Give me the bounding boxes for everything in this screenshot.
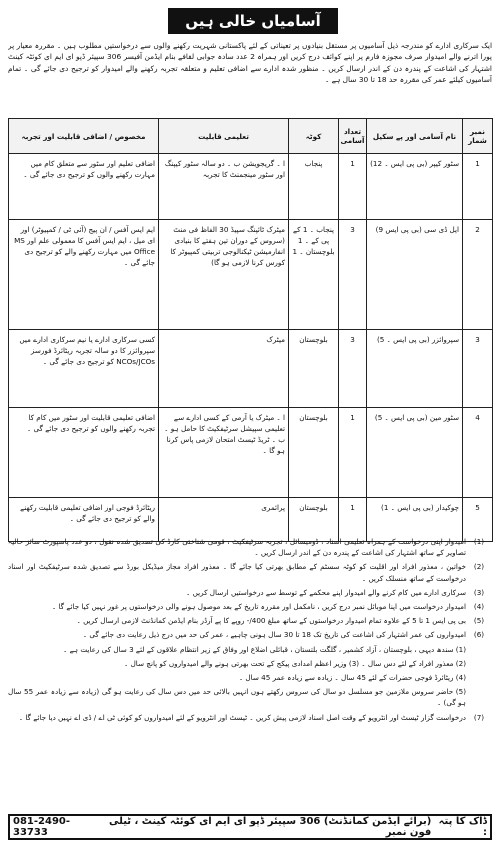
note-number: (3) — [473, 587, 485, 597]
experience-cell: اضافی تعلیم اور سٹور سے متعلق کام میں مہارت رکھنے والوں کو ترجیح دی جائے گی ۔ — [9, 154, 159, 220]
education-cell: ا ۔ میٹرک یا آرمی کے کسی ادارے سے تعلیمی سپیشل سرٹیفکیٹ کا حامل ہو ۔ ب ۔ ٹریڈ ٹیسٹ امتحان لازمی پاس کرنا ہو گا ۔ — [159, 408, 289, 498]
list-item — [8, 561, 492, 583]
address-label: ڈاک کا پتہ : — [438, 816, 487, 838]
list-item — [8, 686, 466, 708]
table-header-row — [9, 119, 493, 154]
list-item — [8, 536, 492, 558]
education-cell: میٹرک — [159, 330, 289, 408]
phone-number: 081-2490-33733 — [13, 816, 71, 838]
note-text: امیدوار درخواست میں اپنا موبائل نمبر درج کریں ، نامکمل اور مقررہ تاریخ کے بعد موصول ہونے والی درخواستوں پر غور نہیں کیا جائے گا ۔ — [51, 602, 466, 612]
quantity-cell: 1 — [339, 498, 367, 542]
quantity-cell: 1 — [339, 408, 367, 498]
postal-address-box — [8, 814, 492, 840]
list-item — [8, 615, 492, 626]
note-number: (6) — [473, 630, 485, 640]
table-row — [9, 330, 493, 408]
note-text: خواتین ، معذور افراد اور اقلیت کو کوٹہ سسٹم کے مطابق بھرتی کیا جائے گا ۔ معذور افراد مجاز میڈیکل بورڈ سے تصدیق شدہ سرٹیفکیٹ اور اسناد درخواست کے ساتھ منسلک کریں ۔ — [8, 562, 466, 583]
quota-cell: پنجاب — [289, 154, 339, 220]
intro-paragraph: ایک سرکاری ادارے کو مندرجہ ذیل آسامیوں پر مستقل بنیادوں پر تعیناتی کے لئے پاکستانی شہریت رکھنے والوں سے درخواستیں مطلوب ہیں ۔ مقررہ معیار پر پورا اترنے والے امیدوار صرف مجوزہ فارم پر اپنے کوائف درج کریں اور ہمراہ 2 عدد سادہ جوابی لفافے بنام ایڈمن آفیسر 306 سپیئر ڈپو ای ایم ای کوئٹہ کینٹ اشتہار کی اشاعت کے پندرہ دن کے اندر ارسال کریں ۔ منظور شدہ ادارے سے اضافی تعلیم و متعلقہ تجربہ رکھنے والے امیدوار کو ترجیح دی جائے گی ۔ تمام آسامیوں کیلئے عمر کی مقررہ حد 18 تا 30 سال ہے ۔ — [8, 41, 492, 85]
quota-cell: بلوچستان — [289, 408, 339, 498]
note-number: (4) — [473, 602, 485, 612]
list-item — [8, 672, 466, 683]
quantity-cell: 1 — [339, 154, 367, 220]
education-cell: ا ۔ گریجویشن ب ۔ دو سالہ سٹور کیپنگ اور سٹور مینجمنٹ کا تجربہ — [159, 154, 289, 220]
header-education: تعلیمی قابلیت — [159, 119, 289, 154]
header-post: نام آسامی اور پے سکیل — [367, 119, 463, 154]
subnote-text: (4) ریٹائرڈ فوجی حضرات کے لئے 45 سال ۔ زیادہ سے زیادہ عمر 45 سال ۔ — [238, 673, 466, 683]
subnote-text: (1) سندھ دیہی ، بلوچستان ، آزاد کشمیر ، گلگت بلتستان ، قبائلی اضلاع اور وفاق کے زیر انتظام علاقوں کے لئے 3 سال کی رعایت ہے ۔ — [63, 644, 466, 654]
list-item — [8, 644, 466, 655]
header-experience: مخصوص / اضافی قابلیت اور تجربہ — [9, 119, 159, 154]
serial-cell: 3 — [463, 330, 493, 408]
education-cell: پرائمری — [159, 498, 289, 542]
experience-cell: اضافی تعلیمی قابلیت اور سٹور میں کام کا تجربہ رکھنے والوں کو ترجیح دی جائے گی ۔ — [9, 408, 159, 498]
age-relaxation-list — [8, 644, 492, 709]
note-number: (5) — [473, 616, 485, 626]
note-text: امیدواروں کی عمر اشتہار کی اشاعت کی تاریخ تک 18 تا 30 سال ہونی چاہیے ، عمر کی حد میں درج ذیل رعایت دی جائے گی ۔ — [82, 630, 466, 640]
conditions-list — [8, 536, 492, 726]
quantity-cell: 3 — [339, 220, 367, 330]
serial-cell: 4 — [463, 408, 493, 498]
note-text: سرکاری ادارے میں کام کرنے والے امیدوار اپنے محکمے کے توسط سے درخواستیں ارسال کریں ۔ — [186, 587, 466, 597]
post-cell: سٹور کیپر (بی پی ایس ۔ 12) — [367, 154, 463, 220]
post-cell: ایل ڈی سی (بی پی ایس 9) — [367, 220, 463, 330]
list-item — [8, 587, 492, 598]
list-item — [8, 601, 492, 612]
vacancies-banner: آسامیاں خالی ہیں — [168, 8, 338, 34]
serial-cell: 1 — [463, 154, 493, 220]
post-cell: سپروائزر (بی پی ایس ۔ 5) — [367, 330, 463, 408]
note-text: درخواست گزار ٹیسٹ اور انٹرویو کے وقت اصل اسناد لازمی پیش کریں ۔ ٹیسٹ اور انٹرویو کے لئے امیدواروں کو کوئی ٹی اے / ڈی اے نہیں دیا جائے گا ۔ — [18, 712, 466, 722]
note-number: (1) — [473, 537, 485, 546]
table-row — [9, 498, 493, 542]
note-text: امیدوار اپنی درخواست کے ہمراہ تعلیمی اسناد ، ڈومیسائل ، تجربہ سرٹیفکیٹ ، قومی شناختی کارڈ کی تصدیق شدہ نقول ، دو عدد پاسپورٹ سائز حالیہ تصاویر کے ساتھ اشتہار کی اشاعت کے پندرہ دن کے اندر ارسال کریں ۔ — [8, 537, 466, 558]
post-cell: چوکیدار (بی پی ایس ۔ 1) — [367, 498, 463, 542]
quota-cell: بلوچستان — [289, 498, 339, 542]
subnote-text: (2) معذور افراد کے لئے دس سال ۔ (3) وزیر اعظم امدادی پیکج کے تحت بھرتی ہونے والے امیدواروں کو پانچ سال ۔ — [124, 658, 466, 668]
experience-cell: ریٹائرڈ فوجی اور اضافی تعلیمی قابلیت رکھنے والے کو ترجیح دی جائے گی ۔ — [9, 498, 159, 542]
note-number: (2) — [473, 562, 485, 572]
serial-cell: 5 — [463, 498, 493, 542]
serial-cell: 2 — [463, 220, 493, 330]
quota-cell: پنجاب ۔ 1 کے پی کے ۔ 1 بلوچستان ۔ 1 — [289, 220, 339, 330]
header-serial: نمبر شمار — [463, 119, 493, 154]
quantity-cell: 3 — [339, 330, 367, 408]
list-item — [8, 658, 466, 669]
list-item — [8, 712, 492, 723]
table-row — [9, 408, 493, 498]
post-cell: سٹور مین (بی پی ایس ۔ 5) — [367, 408, 463, 498]
quota-cell: بلوچستان — [289, 330, 339, 408]
vacancies-table — [8, 118, 493, 542]
note-text: بی پی ایس 1 تا 5 کے علاوہ تمام امیدوار درخواستوں کے ساتھ مبلغ 400/- روپے کا پے آرڈر بنام ایڈمن کمانڈنٹ لازمی ارسال کریں ۔ — [76, 616, 466, 626]
header-quota: کوٹہ — [289, 119, 339, 154]
list-item — [8, 629, 492, 640]
table-row — [9, 220, 493, 330]
subnote-text: (5) حاضر سروس ملازمین جو مسلسل دو سال کی سروس رکھتے ہوں انہیں بالائی حد میں دس سال کی رعایت ہو گی (زیادہ سے زیادہ عمر 55 سال ہو گی) ۔ — [8, 687, 466, 708]
header-quantity: تعداد آسامی — [339, 119, 367, 154]
address-text: (برائے ایڈمن کمانڈنٹ) 306 سپیئر ڈپو ای ایم ای کوئٹہ کینٹ ، ٹیلی فون نمبر — [109, 816, 432, 838]
education-cell: میٹرک ٹائپنگ سپیڈ 30 الفاظ فی منٹ (سروس کے دوران تین ہفتے کا بنیادی انفارمیشن ٹیکنالوجی تربیتی کمپیوٹر کا کورس کرنا لازمی ہو گا) — [159, 220, 289, 330]
table-row — [9, 154, 493, 220]
experience-cell: ایم ایس آفس / ان پیج (آئی ٹی / کمپیوٹر) اور ای میل ، ایم ایس آفس کا معمولی علم اور MS Office میں مہارت رکھنے والے کو ترجیح دی جائے گی ۔ — [9, 220, 159, 330]
note-number: (7) — [473, 712, 485, 722]
experience-cell: کسی سرکاری ادارے یا نیم سرکاری ادارے میں سپروائزر کا دو سالہ تجربہ ریٹائرڈ فورسز NCOs/JCOs کو ترجیح دی جائے گی ۔ — [9, 330, 159, 408]
